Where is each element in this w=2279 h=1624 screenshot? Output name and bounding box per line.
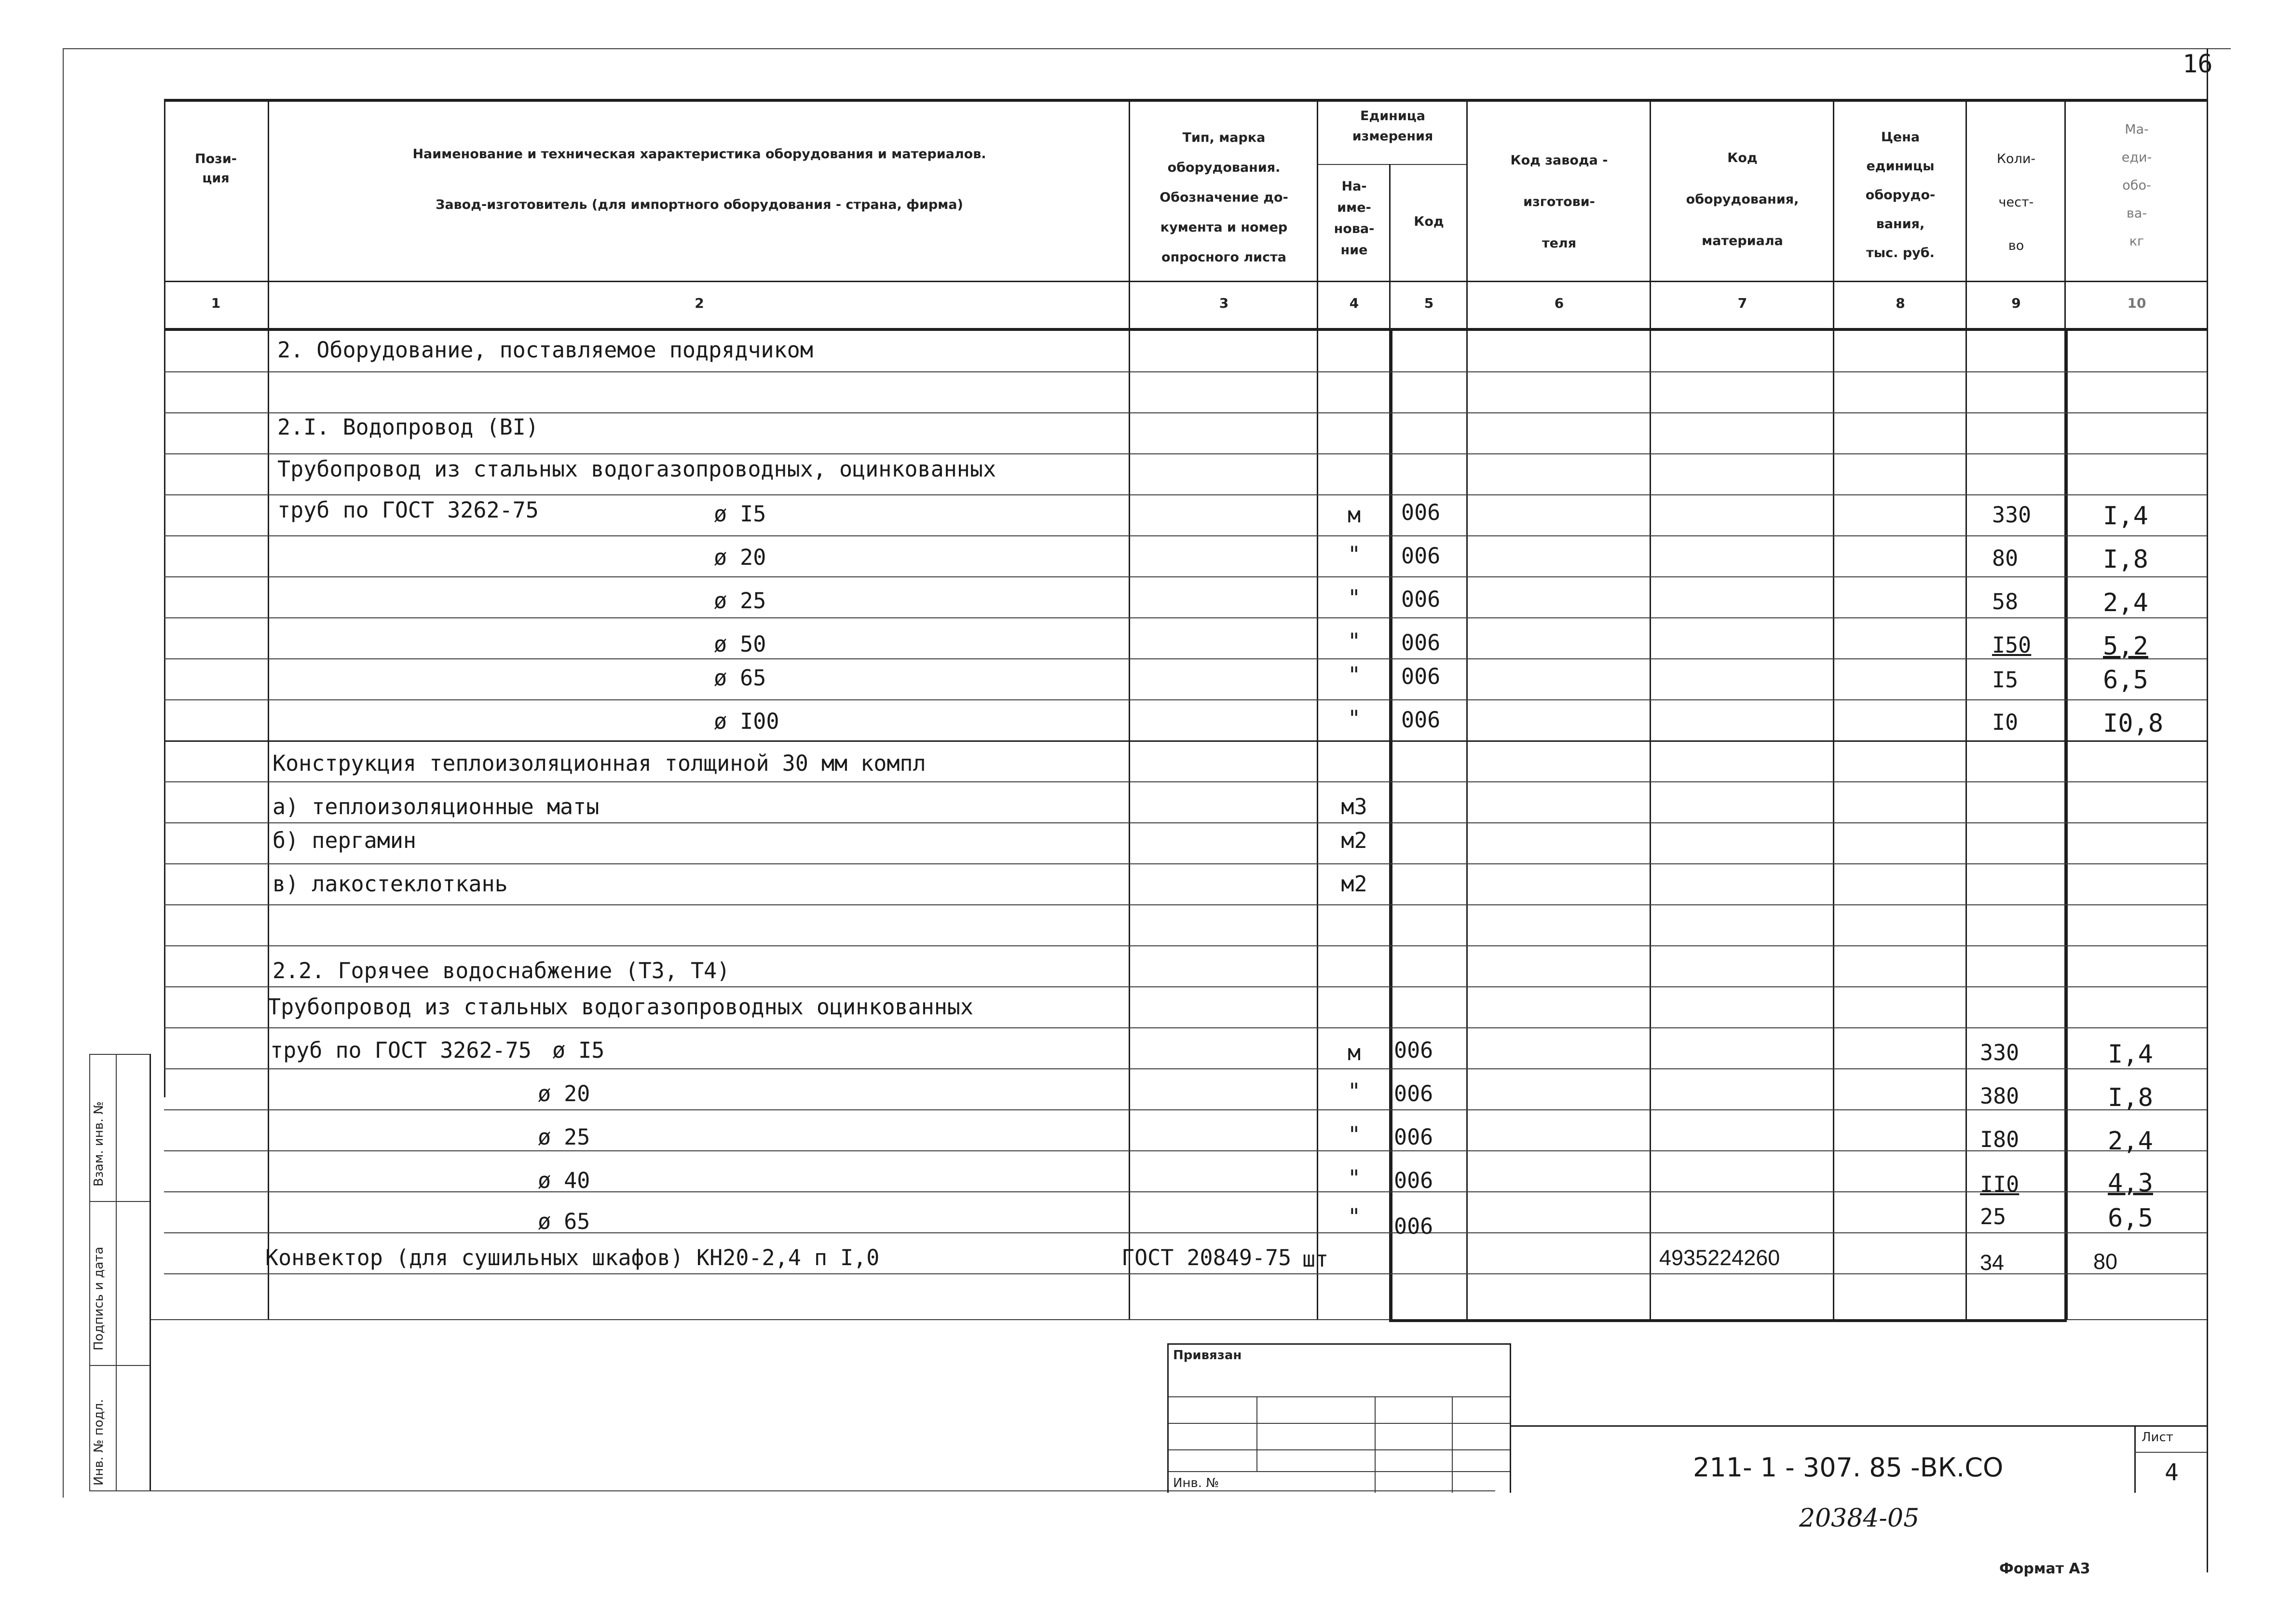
quantity: 34 [1980,1250,2005,1275]
unit-code: 006 [1401,543,1441,569]
unit-name: шт [1302,1246,1329,1272]
mass: 4,3 [2108,1169,2153,1198]
pipe-diameter: ø 20 [714,545,766,570]
unit-code: 006 [1394,1124,1433,1150]
row-pipe-15-hot: труб по ГОСТ 3262-75 [270,1037,532,1063]
unit-name: м2 [1341,828,1367,853]
side-label-signature: Подпись и дата [92,1246,106,1351]
row-pipe-15: труб по ГОСТ 3262-75 [277,497,539,523]
row-pipe-header-2: Трубопровод из стальных водогазопроводных оцинкованных [268,994,973,1020]
unit-code: 006 [1394,1214,1433,1239]
unit-name: " [1347,585,1361,611]
privyazan-label: Привязан [1173,1348,1242,1363]
unit-code: 006 [1394,1037,1433,1063]
header-unit-code: Код [1414,214,1444,229]
row-lacquer-fabric: в) лакостеклоткань [273,871,508,897]
mass: 6,5 [2103,666,2148,695]
unit-code: 006 [1401,500,1441,525]
pipe-diameter: ø 20 [538,1081,590,1106]
unit-name: " [1347,628,1361,654]
quantity: 80 [1992,546,2019,571]
unit-name: м2 [1341,871,1367,897]
quantity: 380 [1980,1083,2020,1109]
unit-name: " [1347,706,1361,731]
unit-name: м [1347,502,1361,528]
pipe-diameter: ø I5 [552,1037,605,1063]
side-label-vzam: Взам. инв. № [92,1101,106,1187]
col-num-3: 3 [1219,295,1229,311]
mass: 6,5 [2108,1204,2153,1233]
document-number: 211- 1 - 307. 85 -ВК.СО [1693,1452,2004,1483]
pipe-diameter: ø 65 [714,665,766,691]
unit-name: " [1347,542,1361,567]
col-num-6: 6 [1554,295,1564,311]
format-label: Формат А3 [1999,1560,2090,1577]
frame-left [63,48,64,1498]
mass: I,8 [2108,1083,2153,1112]
quantity: I80 [1980,1127,2020,1152]
frame-right [2207,48,2208,1572]
header-mass: Ма- еди- обо- ва- кг [2121,122,2152,249]
list-label: Лист [2142,1430,2173,1445]
side-label-inv-podl: Инв. № подл. [92,1399,106,1486]
quantity: II0 [1980,1172,2020,1197]
unit-name: " [1347,1165,1361,1191]
unit-code: 006 [1394,1081,1433,1106]
unit-name: м3 [1341,794,1367,819]
inv-no-label: Инв. № [1173,1476,1219,1490]
unit-name: " [1347,1204,1361,1229]
quantity: 330 [1992,502,2032,528]
unit-name: " [1347,662,1361,688]
pipe-diameter: ø 65 [538,1209,590,1234]
header-position: Пози- ция [195,151,237,186]
unit-code: 006 [1394,1168,1433,1193]
mass: I,8 [2103,545,2148,574]
unit-code: 006 [1401,664,1441,689]
mass: I,4 [2103,502,2148,531]
quantity: I5 [1992,667,2019,693]
unit-name: " [1347,1122,1361,1147]
col-num-9: 9 [2011,295,2021,311]
list-value: 4 [2165,1459,2179,1486]
row-insulation-mats: а) теплоизоляционные маты [273,794,600,819]
unit-name: м [1347,1040,1361,1065]
unit-code: 006 [1401,587,1441,612]
col-num-2: 2 [695,295,704,311]
mass: I,4 [2108,1040,2153,1069]
col-num-1: 1 [211,295,221,311]
header-type: Тип, марка оборудования. Обозначение до- кумента и номер опросного листа [1160,130,1288,265]
frame-top [63,48,2231,49]
header-factory-code: Код завода - изготови- теля [1510,153,1608,251]
row-section-2-1: 2.I. Водопровод (BI) [277,414,539,440]
mass: 5,2 [2103,632,2148,661]
col-num-7: 7 [1737,295,1747,311]
header-name-line1: Наименование и техническая характеристика оборудования и материалов. [412,147,986,162]
quantity: I50 [1992,632,2032,658]
mass: 2,4 [2108,1127,2153,1156]
row-pergamin: б) пергамин [273,828,417,853]
col-num-4: 4 [1349,295,1359,311]
header-quantity: Коли- чест- во [1996,151,2036,253]
quantity: 25 [1980,1204,2006,1229]
row-section-2-2: 2.2. Горячее водоснабжение (Т3, Т4) [273,958,730,983]
row-section-2: 2. Оборудование, поставляемое подрядчиком [277,337,813,363]
pipe-diameter: ø 50 [714,631,766,657]
unit-name: " [1347,1078,1361,1104]
quantity: 58 [1992,589,2019,614]
pipe-diameter: ø 40 [538,1168,590,1193]
header-unit-name: На- име- нова- ние [1334,179,1375,258]
row-insulation: Конструкция теплоизоляционная толщиной 30 мм компл [273,751,926,776]
pipe-diameter: ø 25 [538,1124,590,1150]
page-number: 16 [2183,50,2213,79]
unit-code: 006 [1401,707,1441,733]
col-num-8: 8 [1896,295,1905,311]
pipe-diameter: ø I5 [714,501,766,527]
mass: 80 [2093,1249,2118,1274]
pipe-diameter: ø I00 [714,709,779,734]
quantity: 330 [1980,1040,2020,1065]
convector-doc: ГОСТ 20849-75 [1121,1245,1292,1270]
quantity: I0 [1992,710,2019,735]
header-price: Цена единицы оборудо- вания, тыс. руб. [1865,130,1936,260]
header-equipment-code: Код оборудования, материала [1686,150,1799,248]
unit-code: 006 [1401,630,1441,655]
equipment-code: 4935224260 [1659,1245,1780,1270]
mass: I0,8 [2103,709,2164,738]
row-convector: Конвектор (для сушильных шкафов) КН20-2,4 п I,0 [265,1245,880,1270]
row-pipe-header-1: Трубопровод из стальных водогазопроводных, оцинкованных [277,456,996,482]
header-name-line2: Завод-изготовитель (для импортного оборудования - страна, фирма) [436,197,963,212]
mass: 2,4 [2103,588,2148,617]
col-num-10: 10 [2127,295,2146,311]
col-num-5: 5 [1424,295,1434,311]
pipe-diameter: ø 25 [714,588,766,614]
header-unit: Единица измерения [1352,109,1433,144]
handwritten-number: 20384-05 [1799,1504,1920,1533]
